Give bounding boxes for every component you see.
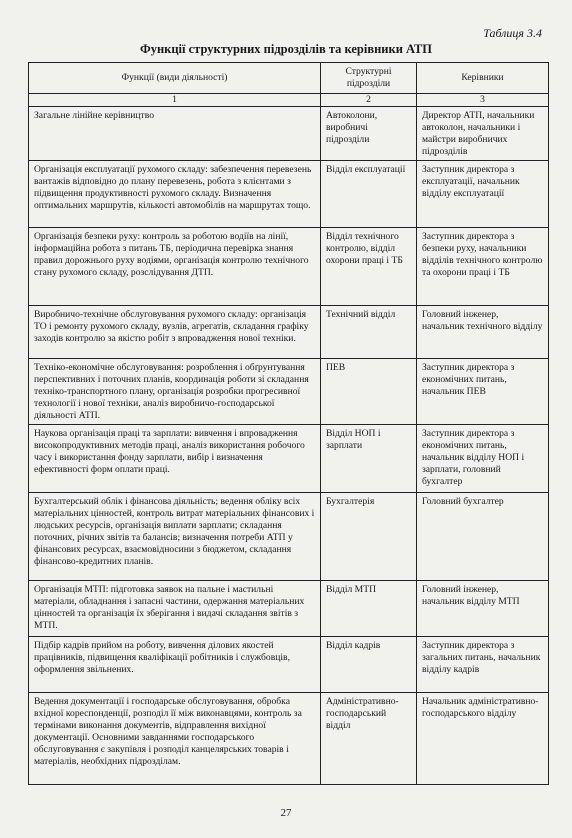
unit-cell: Адміністративно-господарський відділ xyxy=(321,693,417,785)
function-cell: Організація безпеки руху: контроль за роботою водіїв на лінії, інформаційна робота з питань ТБ, періодична перевірка знання правил дорожнього руху водіями, організація контролю технічного стану рухомого складу, розслідування ДТП. xyxy=(29,228,321,306)
head-cell: Заступник директора з безпеки руху, начальники відділів технічного контролю та охорони праці і ТБ xyxy=(417,228,549,306)
unit-cell: Автоколони, виробничі підрозділи xyxy=(321,107,417,161)
function-cell: Техніко-економічне обслуговування: розроблення і обґрунтування перспективних і поточних планів, координація роботи зі складання техніко-транспортного плану, організація розробки прогресивної технології і нової техніки, аналіз виробничо-господарської діяльності АТП. xyxy=(29,359,321,425)
unit-cell: Відділ технічного контролю, відділ охорони праці і ТБ xyxy=(321,228,417,306)
unit-cell: ПЕВ xyxy=(321,359,417,425)
function-cell: Організація МТП: підготовка заявок на пальне і мастильні матеріали, обладнання і запасні частини, одержання матеріальних цінностей та організація їх зберігання і видачі складання звітів з МТП. xyxy=(29,581,321,637)
head-cell: Заступник директора з економічних питань, начальник ПЕВ xyxy=(417,359,549,425)
column-header-functions: Функції (види діяльності) xyxy=(29,63,321,94)
table-row xyxy=(29,359,549,425)
column-number: 3 xyxy=(417,94,549,107)
column-number: 2 xyxy=(321,94,417,107)
table-row xyxy=(29,161,549,228)
unit-cell: Відділ МТП xyxy=(321,581,417,637)
unit-cell: Відділ експлуатації xyxy=(321,161,417,228)
head-cell: Головний інженер, начальник відділу МТП xyxy=(417,581,549,637)
table-row xyxy=(29,107,549,161)
table-row xyxy=(29,306,549,359)
table-row xyxy=(29,425,549,493)
column-number-row xyxy=(29,94,549,107)
table-row xyxy=(29,493,549,581)
function-cell: Наукова організація праці та зарплати: вивчення і впровадження високопродуктивних методів праці, аналіз використання робочого часу і використання фонду зарплати, вибір і визначення ефективності форм оплати праці. xyxy=(29,425,321,493)
function-cell: Виробничо-технічне обслуговування рухомого складу: організація ТО і ремонту рухомого складу, вузлів, агрегатів, складання графіку заходів контролю за якістю робіт з впровадження нової техніки. xyxy=(29,306,321,359)
head-cell: Директор АТП, начальники автоколон, начальники і майстри виробничих підрозділів xyxy=(417,107,549,161)
unit-cell: Бухгалтерія xyxy=(321,493,417,581)
function-cell: Організація експлуатації рухомого складу: забезпечення перевезень вантажів відповідно до плану перевезень, робота з клієнтами з підвищення продуктивності рухомого складу. Визначення оптимальних маршрутів, кількості автомобілів на маршрутах тощо. xyxy=(29,161,321,228)
page-number: 27 xyxy=(280,807,292,819)
function-cell: Підбір кадрів прийом на роботу, вивчення ділових якостей працівників, підвищення кваліфікації робітників і службовців, оформлення звільнених. xyxy=(29,637,321,693)
head-cell: Заступник директора з загальних питань, начальник відділу кадрів xyxy=(417,637,549,693)
unit-cell: Технічний відділ xyxy=(321,306,417,359)
table-row xyxy=(29,637,549,693)
function-cell: Ведення документації і господарське обслуговування, обробка вхідної кореспонденції, розподіл її між виконавцями, контроль за термінами виконання документів, відправлення вихідної документації. Основними завданнями господарського обслуговування є закупівля і розподіл канцелярських товарів і матеріалів, необхідних підрозділам. xyxy=(29,693,321,785)
column-number: 1 xyxy=(29,94,321,107)
column-header-heads: Керівники xyxy=(417,63,549,94)
unit-cell: Відділ НОП і зарплати xyxy=(321,425,417,493)
column-header-units: Структурні підрозділи xyxy=(321,63,417,94)
table-row xyxy=(29,693,549,785)
head-cell: Заступник директора з економічних питань, начальник відділу НОП і зарплати, головний бухгалтер xyxy=(417,425,549,493)
page-title: Функції структурних підрозділів та керівники АТП xyxy=(139,42,433,56)
head-cell: Головний бухгалтер xyxy=(417,493,549,581)
table-number: Таблиця 3.4 xyxy=(483,26,542,40)
function-cell: Бухгалтерський облік і фінансова діяльність; ведення обліку всіх матеріальних цінностей, контроль витрат матеріальних фінансових і людських ресурсів, організація виплати зарплати; складання поточних, річних звітів та балансів; визначення потреби АТП у фінансових ресурсах, взаємовідносини з бюджетом, складання фінансово-кредитних планів. xyxy=(29,493,321,581)
unit-cell: Відділ кадрів xyxy=(321,637,417,693)
head-cell: Начальник адміністративно-господарського відділу xyxy=(417,693,549,785)
function-cell: Загальне лінійне керівництво xyxy=(29,107,321,161)
table-header-row xyxy=(29,63,549,94)
head-cell: Головний інженер, начальник технічного відділу xyxy=(417,306,549,359)
functions-table xyxy=(28,62,549,785)
table-row xyxy=(29,228,549,306)
table-row xyxy=(29,581,549,637)
head-cell: Заступник директора з експлуатації, начальник відділу експлуатації xyxy=(417,161,549,228)
